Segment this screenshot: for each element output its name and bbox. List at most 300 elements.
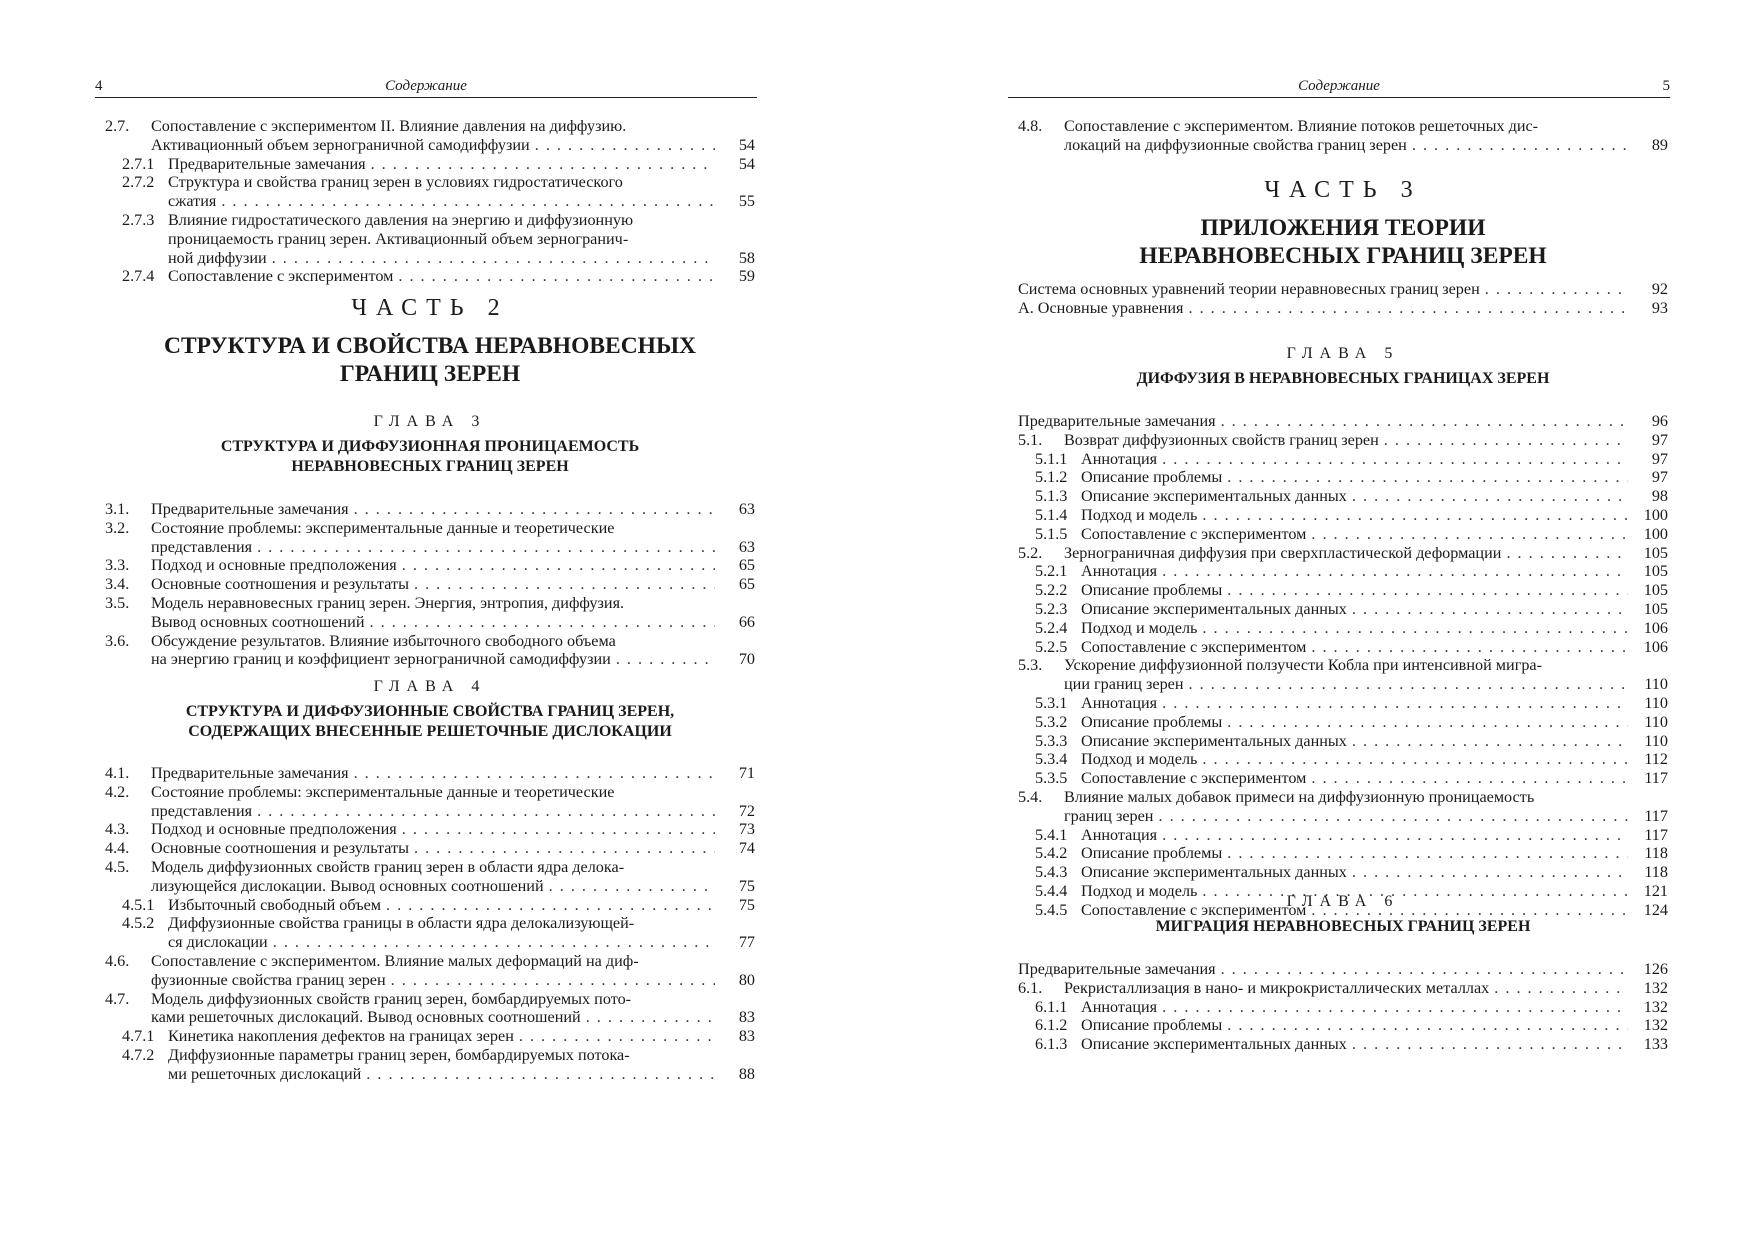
toc-entry-text: границ зерен xyxy=(1064,806,1154,825)
toc-entry-line xyxy=(105,575,755,594)
leader-dots xyxy=(361,1065,715,1084)
toc-page-number: 132 xyxy=(1643,1016,1668,1035)
part-title: НЕРАВНОВЕСНЫХ ГРАНИЦ ЗЕРЕН xyxy=(1139,243,1547,269)
toc-entry-text: Кинетика накопления дефектов на границах зерен xyxy=(168,1027,514,1046)
toc-entry-number: 5.3.3 xyxy=(1035,731,1068,750)
leader-dots xyxy=(1379,431,1628,450)
leader-dots xyxy=(397,820,715,839)
toc-entry-text: Сопоставление с экспериментом xyxy=(1081,900,1307,919)
toc-page-number: 117 xyxy=(1644,769,1668,788)
toc-entry-number: 5.1.3 xyxy=(1035,487,1068,506)
leader-dots xyxy=(1157,450,1628,469)
chapter-title: МИГРАЦИЯ НЕРАВНОВЕСНЫХ ГРАНИЦ ЗЕРЕН xyxy=(1155,918,1531,935)
toc-entry-number: 3.5. xyxy=(105,593,130,612)
toc-entry-number: 3.3. xyxy=(105,556,130,575)
toc-entry-number: 6.1.3 xyxy=(1035,1035,1068,1054)
leader-dots xyxy=(1347,487,1628,506)
toc-entry-text: Предварительные замечания xyxy=(168,154,366,173)
toc-entry-text: Сопоставление с экспериментом xyxy=(1081,524,1307,543)
toc-entry-line xyxy=(1018,280,1668,299)
part-title: ПРИЛОЖЕНИЯ ТЕОРИИ xyxy=(1200,215,1486,241)
toc-entry-text: Аннотация xyxy=(1081,825,1158,844)
toc-page-number: 77 xyxy=(738,933,755,952)
toc-entry-text: Предварительные замечания xyxy=(151,500,349,518)
toc-entry-number: 2.7. xyxy=(105,117,130,135)
leader-dots xyxy=(1197,506,1628,525)
toc-entry-text: Аннотация xyxy=(1081,449,1158,468)
toc-entry-line xyxy=(105,173,755,192)
toc-page-number: 75 xyxy=(738,895,755,914)
toc-entry-text: А. Основные уравнения xyxy=(1018,298,1184,317)
toc-entry-line xyxy=(1018,117,1668,136)
toc-entry-text: ной диффузии xyxy=(168,248,267,267)
toc-entry-line xyxy=(1018,788,1668,807)
toc-page-number: 97 xyxy=(1651,449,1668,468)
toc-page-number: 133 xyxy=(1643,1035,1668,1054)
toc-page-number: 89 xyxy=(1651,135,1668,154)
toc-entry-text: Описание проблемы xyxy=(1081,468,1223,487)
toc-entry-number: 5.4.3 xyxy=(1035,863,1068,882)
toc-page-number: 98 xyxy=(1651,487,1668,506)
leader-dots xyxy=(1347,1035,1628,1054)
toc-entry-line xyxy=(1018,979,1668,998)
toc-entry-number: 6.1.2 xyxy=(1035,1016,1068,1035)
toc-entry-line xyxy=(1018,1016,1668,1035)
toc-entry-text: Подход и основные предположения xyxy=(151,820,397,839)
toc-entry-line xyxy=(1018,450,1668,469)
chapter-title: НЕРАВНОВЕСНЫХ ГРАНИЦ ЗЕРЕН xyxy=(291,458,569,475)
toc-page-number: 80 xyxy=(738,970,755,989)
toc-entry-text: Вывод основных соотношений xyxy=(151,612,365,631)
toc-entry-text: Описание экспериментальных данных xyxy=(1081,599,1347,618)
toc-entry-number: 4.6. xyxy=(105,951,130,970)
toc-entry-text: Модель диффузионных свойств границ зерен, бомбардируемых пото- xyxy=(151,989,632,1008)
toc-page-number: 110 xyxy=(1644,712,1668,731)
toc-entry-line xyxy=(105,230,755,249)
toc-entry-number: 3.4. xyxy=(105,575,130,594)
toc-entry-line xyxy=(105,952,755,971)
leader-dots xyxy=(216,192,715,211)
toc-page-number: 74 xyxy=(738,839,755,858)
toc-list xyxy=(105,117,755,286)
toc-entry-line xyxy=(105,632,755,651)
toc-entry-number: 5.2.5 xyxy=(1035,637,1068,656)
leader-dots xyxy=(1153,807,1628,826)
leader-dots xyxy=(267,249,715,268)
leader-dots xyxy=(409,839,715,858)
toc-entry-text: Подход и основные предположения xyxy=(151,556,397,575)
toc-entry-line xyxy=(105,267,755,286)
toc-entry-number: 5.2.3 xyxy=(1035,599,1068,618)
toc-list xyxy=(1018,960,1668,1054)
leader-dots xyxy=(530,136,715,155)
toc-entry-text: Описание экспериментальных данных xyxy=(1081,731,1347,750)
toc-entry-text: представления xyxy=(151,801,253,820)
part-3-heading xyxy=(1018,177,1668,270)
leader-dots xyxy=(381,896,715,915)
chapter-title: ДИФФУЗИЯ В НЕРАВНОВЕСНЫХ ГРАНИЦАХ ЗЕРЕН xyxy=(1136,370,1550,387)
toc-entry-line xyxy=(1018,468,1668,487)
toc-entry-text: Подход и модель xyxy=(1081,881,1198,900)
toc-entry-line xyxy=(105,820,755,839)
toc-entry-line xyxy=(1018,863,1668,882)
toc-entry-number: 4.4. xyxy=(105,839,130,858)
toc-entry-number: 4.7.1 xyxy=(122,1027,155,1046)
chapter-6-heading xyxy=(1018,893,1668,937)
toc-entry-number: 2.7.2 xyxy=(122,173,155,192)
toc-list xyxy=(105,500,755,669)
leader-dots xyxy=(1157,694,1628,713)
toc-page-number: 105 xyxy=(1643,581,1668,600)
toc-entry-text: Возврат диффузионных свойств границ зерен xyxy=(1064,430,1379,449)
part-label: ЧАСТЬ 2 xyxy=(351,295,509,321)
toc-entry-number: 2.7.4 xyxy=(122,267,155,286)
toc-entry-text: Модель неравновесных границ зерен. Энергия, энтропия, диффузия. xyxy=(151,593,625,612)
leader-dots xyxy=(1480,280,1628,299)
toc-entry-text: Диффузионные свойства границы в области ядра делокализующей- xyxy=(168,914,635,933)
toc-entry-line xyxy=(105,117,755,136)
toc-entry-number: 6.1. xyxy=(1018,978,1043,997)
toc-entry-line xyxy=(105,155,755,174)
leader-dots xyxy=(386,971,715,990)
toc-entry-line xyxy=(1018,998,1668,1017)
toc-entry-line xyxy=(105,519,755,538)
toc-entry-line xyxy=(1018,581,1668,600)
toc-entry-number: 4.2. xyxy=(105,782,130,801)
chapter-title: СТРУКТУРА И ДИФФУЗИОННАЯ ПРОНИЦАЕМОСТЬ xyxy=(220,438,640,455)
toc-entry-line xyxy=(1018,675,1668,694)
toc-page-number: 100 xyxy=(1643,524,1668,543)
toc-entry-text: Подход и модель xyxy=(1081,750,1198,769)
toc-entry-number: 5.2.1 xyxy=(1035,562,1068,581)
toc-entry-text: Сопоставление с экспериментом II. Влияние давления на диффузию. xyxy=(151,117,627,135)
toc-entry-line xyxy=(105,594,755,613)
leader-dots xyxy=(1216,412,1628,431)
toc-entry-line xyxy=(105,556,755,575)
toc-entry-text: Влияние малых добавок примеси на диффузионную проницаемость xyxy=(1064,787,1535,806)
toc-entry-number: 5.1.2 xyxy=(1035,468,1068,487)
toc-page-number: 124 xyxy=(1643,900,1668,919)
toc-page-number: 105 xyxy=(1643,543,1668,562)
toc-entry-text: Предварительные замечания xyxy=(1018,412,1216,430)
toc-entry-number: 5.3. xyxy=(1018,656,1043,675)
toc-page-number: 72 xyxy=(738,801,755,820)
toc-page-number: 97 xyxy=(1651,468,1668,487)
toc-entry-line xyxy=(105,896,755,915)
toc-entry-line xyxy=(105,192,755,211)
leader-dots xyxy=(366,155,715,174)
right-running-title: Содержание xyxy=(1298,78,1380,94)
toc-entry-line xyxy=(1018,713,1668,732)
toc-entry-number: 4.1. xyxy=(105,764,130,782)
leader-dots xyxy=(1157,998,1628,1017)
toc-entry-line xyxy=(1018,807,1668,826)
toc-entry-line xyxy=(1018,1035,1668,1054)
toc-page-number: 66 xyxy=(738,612,755,631)
toc-entry-text: Сопоставление с экспериментом xyxy=(1081,637,1307,656)
toc-page-number: 106 xyxy=(1643,618,1668,637)
leader-dots xyxy=(1347,863,1628,882)
toc-entry-text: Система основных уравнений теории неравновесных границ зерен xyxy=(1018,280,1480,298)
toc-entry-number: 5.1. xyxy=(1018,430,1043,449)
leader-dots xyxy=(1306,525,1628,544)
toc-entry-number: 4.3. xyxy=(105,820,130,839)
toc-entry-text: Активационный объем зернограничной самодиффузии xyxy=(151,135,530,154)
toc-entry-line xyxy=(1018,562,1668,581)
toc-entry-line xyxy=(105,650,755,669)
toc-entry-line xyxy=(105,933,755,952)
leader-dots xyxy=(1157,826,1628,845)
leader-dots xyxy=(581,1008,715,1027)
toc-entry-line xyxy=(105,877,755,896)
toc-entry-number: 4.7.2 xyxy=(122,1045,155,1064)
leader-dots xyxy=(1222,581,1628,600)
toc-page-number: 126 xyxy=(1643,960,1668,978)
toc-entry-number: 3.1. xyxy=(105,500,130,518)
toc-page-number: 88 xyxy=(738,1064,755,1083)
leader-dots xyxy=(514,1027,715,1046)
toc-entry-text: Влияние гидростатического давления на энергию и диффузионную xyxy=(168,210,634,229)
toc-entry-text: Описание экспериментальных данных xyxy=(1081,1035,1347,1054)
toc-entry-text: представления xyxy=(151,537,253,556)
leader-dots xyxy=(1407,136,1628,155)
leader-dots xyxy=(349,500,715,519)
toc-entry-text: Описание проблемы xyxy=(1081,712,1223,731)
toc-entry-number: 4.5. xyxy=(105,857,130,876)
toc-page-number: 73 xyxy=(738,820,755,839)
toc-entry-text: Основные соотношения и результаты xyxy=(151,839,409,858)
toc-entry-text: ми решеточных дислокаций xyxy=(168,1064,362,1083)
leader-dots xyxy=(1347,732,1628,751)
toc-page-number: 58 xyxy=(738,248,755,267)
toc-entry-text: Диффузионные параметры границ зерен, бомбардируемых потока- xyxy=(168,1045,630,1064)
toc-entry-line xyxy=(1018,544,1668,563)
toc-entry-number: 5.2.4 xyxy=(1035,618,1068,637)
chapter-label: ГЛАВА 5 xyxy=(1286,345,1400,362)
toc-entry-number: 5.3.5 xyxy=(1035,769,1068,788)
toc-entry-line xyxy=(1018,826,1668,845)
toc-entry-line xyxy=(1018,619,1668,638)
part-title: СТРУКТУРА И СВОЙСТВА НЕРАВНОВЕСНЫХ xyxy=(163,333,696,359)
toc-entry-text: Описание проблемы xyxy=(1081,581,1223,600)
toc-page-number: 63 xyxy=(738,537,755,556)
leader-dots xyxy=(393,267,715,286)
toc-entry-text: Модель диффузионных свойств границ зерен в области ядра делока- xyxy=(151,857,625,876)
leader-dots xyxy=(1222,1016,1628,1035)
toc-entry-line xyxy=(105,764,755,783)
toc-entry-line xyxy=(1018,431,1668,450)
leader-dots xyxy=(397,556,715,575)
toc-entry-text: Сопоставление с экспериментом. Влияние малых деформаций на диф- xyxy=(151,951,639,970)
toc-page-number: 112 xyxy=(1644,750,1668,769)
right-page-number: 5 xyxy=(1662,78,1670,94)
toc-list xyxy=(1018,412,1668,920)
toc-page-number: 93 xyxy=(1651,298,1668,317)
toc-entry-text: Зернограничная диффузия при сверхпластической деформации xyxy=(1064,543,1502,562)
toc-entry-number: 2.7.1 xyxy=(122,154,155,173)
toc-entry-text: Избыточный свободный объем xyxy=(168,895,382,914)
leader-dots xyxy=(1183,299,1628,318)
toc-entry-text: ся дислокации xyxy=(168,933,268,952)
toc-page-number: 92 xyxy=(1651,280,1668,298)
toc-entry-number: 4.5.1 xyxy=(122,895,155,914)
toc-entry-text: Описание проблемы xyxy=(1081,844,1223,863)
toc-entry-line xyxy=(105,971,755,990)
toc-page-number: 65 xyxy=(738,575,755,594)
toc-page-number: 118 xyxy=(1644,844,1668,863)
toc-entry-number: 5.4. xyxy=(1018,787,1043,806)
toc-entry-text: Обсуждение результатов. Влияние избыточного свободного объема xyxy=(151,631,616,650)
toc-entry-line xyxy=(105,990,755,1009)
toc-entry-line xyxy=(105,1008,755,1027)
right-page xyxy=(878,0,1755,1240)
toc-entry-line xyxy=(105,613,755,632)
leader-dots xyxy=(365,613,715,632)
toc-entry-text: Сопоставление с экспериментом. Влияние потоков решеточных дис- xyxy=(1064,117,1539,135)
leader-dots xyxy=(1489,979,1628,998)
toc-entry-number: 3.6. xyxy=(105,631,130,650)
toc-entry-number: 5.4.1 xyxy=(1035,825,1068,844)
toc-entry-number: 5.4.4 xyxy=(1035,881,1068,900)
toc-entry-line xyxy=(105,802,755,821)
toc-entry-number: 4.8. xyxy=(1018,117,1043,135)
left-running-header xyxy=(95,77,757,98)
toc-page-number: 59 xyxy=(738,267,755,286)
toc-entry-line xyxy=(1018,960,1668,979)
toc-entry-number: 5.1.4 xyxy=(1035,505,1068,524)
chapter-label: ГЛАВА 3 xyxy=(373,413,487,430)
toc-entry-line xyxy=(1018,769,1668,788)
toc-entry-line xyxy=(105,858,755,877)
toc-page-number: 71 xyxy=(738,764,755,782)
right-running-header xyxy=(1008,77,1670,98)
leader-dots xyxy=(1306,638,1628,657)
toc-entry-line xyxy=(1018,656,1668,675)
leader-dots xyxy=(1306,769,1628,788)
toc-entry-text: сжатия xyxy=(168,192,217,211)
toc-entry-number: 5.3.4 xyxy=(1035,750,1068,769)
toc-entry-line xyxy=(105,839,755,858)
toc-entry-line xyxy=(105,249,755,268)
toc-list xyxy=(105,764,755,1084)
toc-entry-number: 5.4.5 xyxy=(1035,900,1068,919)
toc-page-number: 54 xyxy=(738,154,755,173)
toc-entry-line xyxy=(1018,412,1668,431)
toc-entry-line xyxy=(1018,694,1668,713)
toc-page-number: 117 xyxy=(1644,825,1668,844)
toc-entry-line xyxy=(1018,136,1668,155)
left-running-title: Содержание xyxy=(385,78,467,94)
toc-entry-text: Подход и модель xyxy=(1081,618,1198,637)
toc-entry-line xyxy=(1018,299,1668,318)
toc-entry-text: ками решеточных дислокаций. Вывод основных соотношений xyxy=(151,1008,581,1027)
toc-entry-line xyxy=(105,500,755,519)
toc-entry-number: 5.2.2 xyxy=(1035,581,1068,600)
part-2-heading xyxy=(105,295,755,388)
leader-dots xyxy=(1197,750,1628,769)
chapter-4-heading xyxy=(105,678,755,742)
leader-dots xyxy=(1197,619,1628,638)
toc-entry-line xyxy=(105,1065,755,1084)
leader-dots xyxy=(252,538,715,557)
toc-page-number: 100 xyxy=(1643,505,1668,524)
toc-entry-number: 5.3.2 xyxy=(1035,712,1068,731)
toc-entry-line xyxy=(1018,638,1668,657)
toc-page-number: 132 xyxy=(1643,997,1668,1016)
toc-page-number: 96 xyxy=(1651,412,1668,430)
leader-dots xyxy=(1222,713,1628,732)
toc-entry-text: ции границ зерен xyxy=(1064,675,1184,694)
toc-entry-text: Сопоставление с экспериментом xyxy=(168,267,394,286)
left-page-number: 4 xyxy=(95,78,103,94)
leader-dots xyxy=(544,877,715,896)
chapter-title: СОДЕРЖАЩИХ ВНЕСЕННЫЕ РЕШЕТОЧНЫЕ ДИСЛОКАЦИИ xyxy=(188,723,672,740)
toc-list xyxy=(1018,280,1668,318)
chapter-label: ГЛАВА 6 xyxy=(1286,893,1400,910)
toc-entry-text: фузионные свойства границ зерен xyxy=(151,970,386,989)
toc-entry-number: 2.7.3 xyxy=(122,210,155,229)
toc-entry-line xyxy=(1018,732,1668,751)
toc-page-number: 132 xyxy=(1643,978,1668,997)
toc-page-number: 110 xyxy=(1644,731,1668,750)
toc-page-number: 83 xyxy=(738,1027,755,1046)
toc-entry-text: Описание проблемы xyxy=(1081,1016,1223,1035)
toc-entry-line xyxy=(1018,750,1668,769)
toc-page-number: 105 xyxy=(1643,599,1668,618)
toc-entry-line xyxy=(105,914,755,933)
toc-page-number: 54 xyxy=(738,135,755,154)
toc-page-number: 55 xyxy=(738,192,755,211)
toc-entry-text: Аннотация xyxy=(1081,562,1158,581)
chapter-title: СТРУКТУРА И ДИФФУЗИОННЫЕ СВОЙСТВА ГРАНИЦ ЗЕРЕН, xyxy=(185,703,675,720)
toc-entry-text: лизующейся дислокации. Вывод основных соотношений xyxy=(151,876,544,895)
toc-entry-text: Сопоставление с экспериментом xyxy=(1081,769,1307,788)
toc-entry-text: Предварительные замечания xyxy=(151,764,349,782)
toc-list xyxy=(1018,117,1668,155)
toc-page-number: 106 xyxy=(1643,637,1668,656)
toc-page-number: 121 xyxy=(1643,881,1668,900)
leader-dots xyxy=(1501,544,1628,563)
toc-entry-text: на энергию границ и коэффициент зернограничной самодиффузии xyxy=(151,650,611,669)
toc-entry-text: Структура и свойства границ зерен в условиях гидростатического xyxy=(168,173,623,192)
toc-entry-number: 5.4.2 xyxy=(1035,844,1068,863)
leader-dots xyxy=(252,802,715,821)
toc-entry-line xyxy=(105,1027,755,1046)
leader-dots xyxy=(1216,960,1628,979)
toc-page-number: 63 xyxy=(738,500,755,518)
toc-entry-line xyxy=(105,783,755,802)
toc-page-number: 83 xyxy=(738,1008,755,1027)
toc-entry-text: Состояние проблемы: экспериментальные данные и теоретические xyxy=(151,782,615,801)
toc-entry-line xyxy=(1018,525,1668,544)
leader-dots xyxy=(1222,844,1628,863)
toc-entry-text: Состояние проблемы: экспериментальные данные и теоретические xyxy=(151,518,615,537)
leader-dots xyxy=(349,764,715,783)
toc-entry-number: 4.7. xyxy=(105,989,130,1008)
toc-entry-text: Описание экспериментальных данных xyxy=(1081,863,1347,882)
toc-entry-text: Рекристаллизация в нано- и микрокристаллических металлах xyxy=(1064,978,1490,997)
toc-page-number: 117 xyxy=(1644,806,1668,825)
toc-entry-text: Описание экспериментальных данных xyxy=(1081,487,1347,506)
toc-entry-line xyxy=(105,136,755,155)
toc-entry-number: 3.2. xyxy=(105,518,130,537)
leader-dots xyxy=(409,575,715,594)
toc-entry-text: Основные соотношения и результаты xyxy=(151,575,409,594)
toc-entry-number: 5.3.1 xyxy=(1035,693,1068,712)
toc-page-number: 118 xyxy=(1644,863,1668,882)
leader-dots xyxy=(1222,468,1628,487)
leader-dots xyxy=(611,650,715,669)
